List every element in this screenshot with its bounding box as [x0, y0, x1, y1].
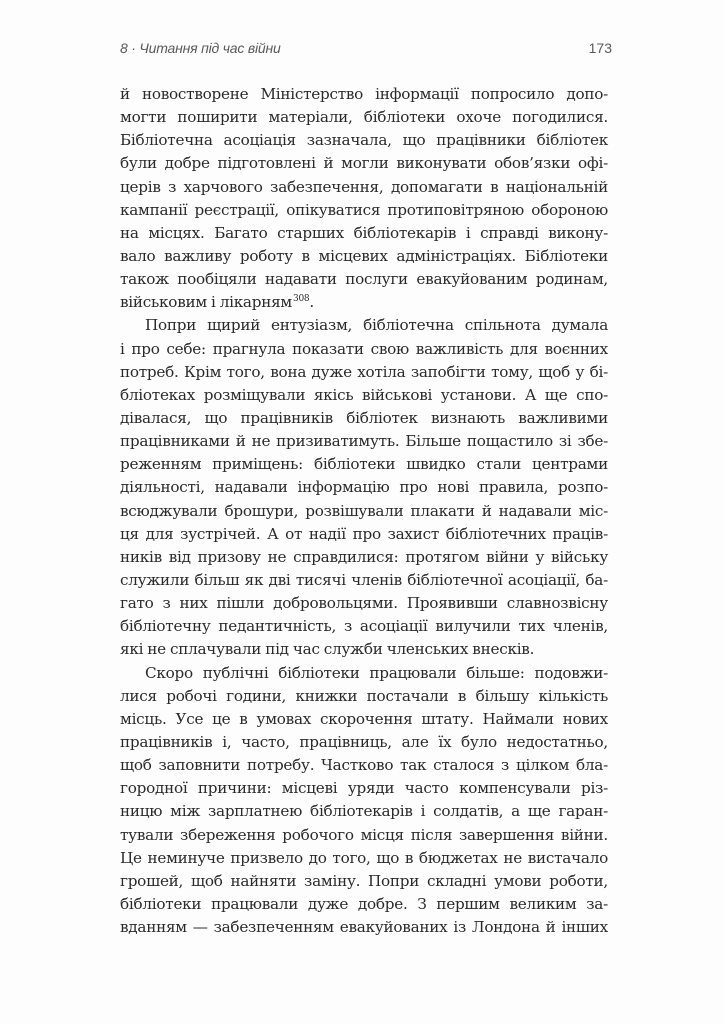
page-number: 173	[588, 40, 612, 56]
text-line: місць. Усе це в умовах скорочення штату. Наймали нових	[120, 709, 608, 728]
text-line: були добре підготовлені й могли виконувати обов’язки офі-	[120, 154, 608, 173]
text-line: дівалася, що працівників бібліотек визнають важливими	[120, 408, 608, 427]
running-header	[120, 40, 612, 62]
text-line: ця для зустрічей. А от надії про захист бібліотечних праців-	[120, 524, 608, 543]
text-line: всюджували брошури, розвішували плакати й надавали міс-	[120, 501, 608, 520]
text-line: й новостворене Міністерство інформації попросило допо-	[120, 85, 608, 103]
text-line: церів з харчового забезпечення, допомагати в національній	[120, 177, 608, 196]
text-line: кампанії реєстрації, опікуватися протиповітряною обороною	[120, 200, 608, 219]
text-line: Бібліотечна асоціація зазначала, що працівники бібліотек	[120, 131, 608, 150]
text-line: працівниками й не призиватимуть. Більше пощастило зі збе-	[120, 432, 608, 451]
text-line: працівників і, часто, працівниць, але їх було недостатньо,	[120, 732, 608, 751]
paragraph-first-line: Скоро публічні бібліотеки працювали більше: подовжи-	[145, 663, 608, 682]
text-line: бібліотеки працювали дуже добре. З першим великим за-	[120, 894, 608, 913]
text-line: і про себе: прагнула показати свою важливість для воєнних	[120, 339, 608, 358]
sentence-period: .	[309, 293, 314, 312]
text-line: щоб заповнити потребу. Частково так сталося з цілком бла-	[120, 756, 608, 775]
running-title: 8 · Читання під час війни	[120, 40, 281, 56]
text-line: потреб. Крім того, вона дуже хотіла запобігти тому, щоб у бі-	[120, 362, 608, 381]
text-line: бліотеках розміщували якісь військові установи. А ще спо-	[120, 385, 608, 404]
text-line: вало важливу роботу в місцевих адміністраціях. Бібліотеки	[120, 246, 608, 265]
text-line: лися робочі години, книжки постачали в більшу кількість	[120, 686, 608, 705]
text-line: вданням — забезпеченням евакуйованих із Лондона й інших	[120, 918, 608, 937]
text-line: Це неминуче призвело до того, що в бюджетах не вистачало	[120, 848, 608, 867]
text-line: городної причини: місцеві уряди часто компенсували різ-	[120, 779, 608, 798]
text-line: служили більш як дві тисячі членів бібліотечної асоціації, ба-	[120, 570, 608, 589]
text-line: також пообіцяли надавати послуги евакуйованим родинам,	[120, 270, 608, 289]
text-line: тували збереження робочого місця після завершення війни.	[120, 825, 608, 844]
text-line: діяльності, надавали інформацію про нові правила, розпо-	[120, 478, 608, 497]
text-line: бібліотечну педантичність, з асоціації вилучили тих членів,	[120, 617, 608, 636]
text-line: військовим і лікарням	[120, 293, 292, 312]
body-text	[120, 83, 608, 939]
text-line: гато з них пішли добровольцями. Проявивши славнозвісну	[120, 594, 608, 613]
paragraph-first-line: Попри щирий ентузіазм, бібліотечна спільнота думала	[145, 316, 608, 335]
text-line: ницю між зарплатнею бібліотекарів і солдатів, а ще гаран-	[120, 802, 608, 821]
footnote-reference[interactable]: 308	[292, 294, 310, 305]
text-line-with-footnote	[120, 291, 608, 314]
text-line: на місцях. Багато старших бібліотекарів і справді викону-	[120, 223, 608, 242]
text-line: які не сплачували під час служби членських внесків.	[120, 640, 535, 659]
text-line: ників від призову не справдилися: протягом війни у війську	[120, 547, 608, 566]
text-line: могти поширити матеріали, бібліотеки охоче погодилися.	[120, 108, 608, 127]
text-line: грошей, щоб найняти заміну. Попри складні умови роботи,	[120, 871, 608, 890]
text-line: реженням приміщень: бібліотеки швидко стали центрами	[120, 455, 608, 474]
